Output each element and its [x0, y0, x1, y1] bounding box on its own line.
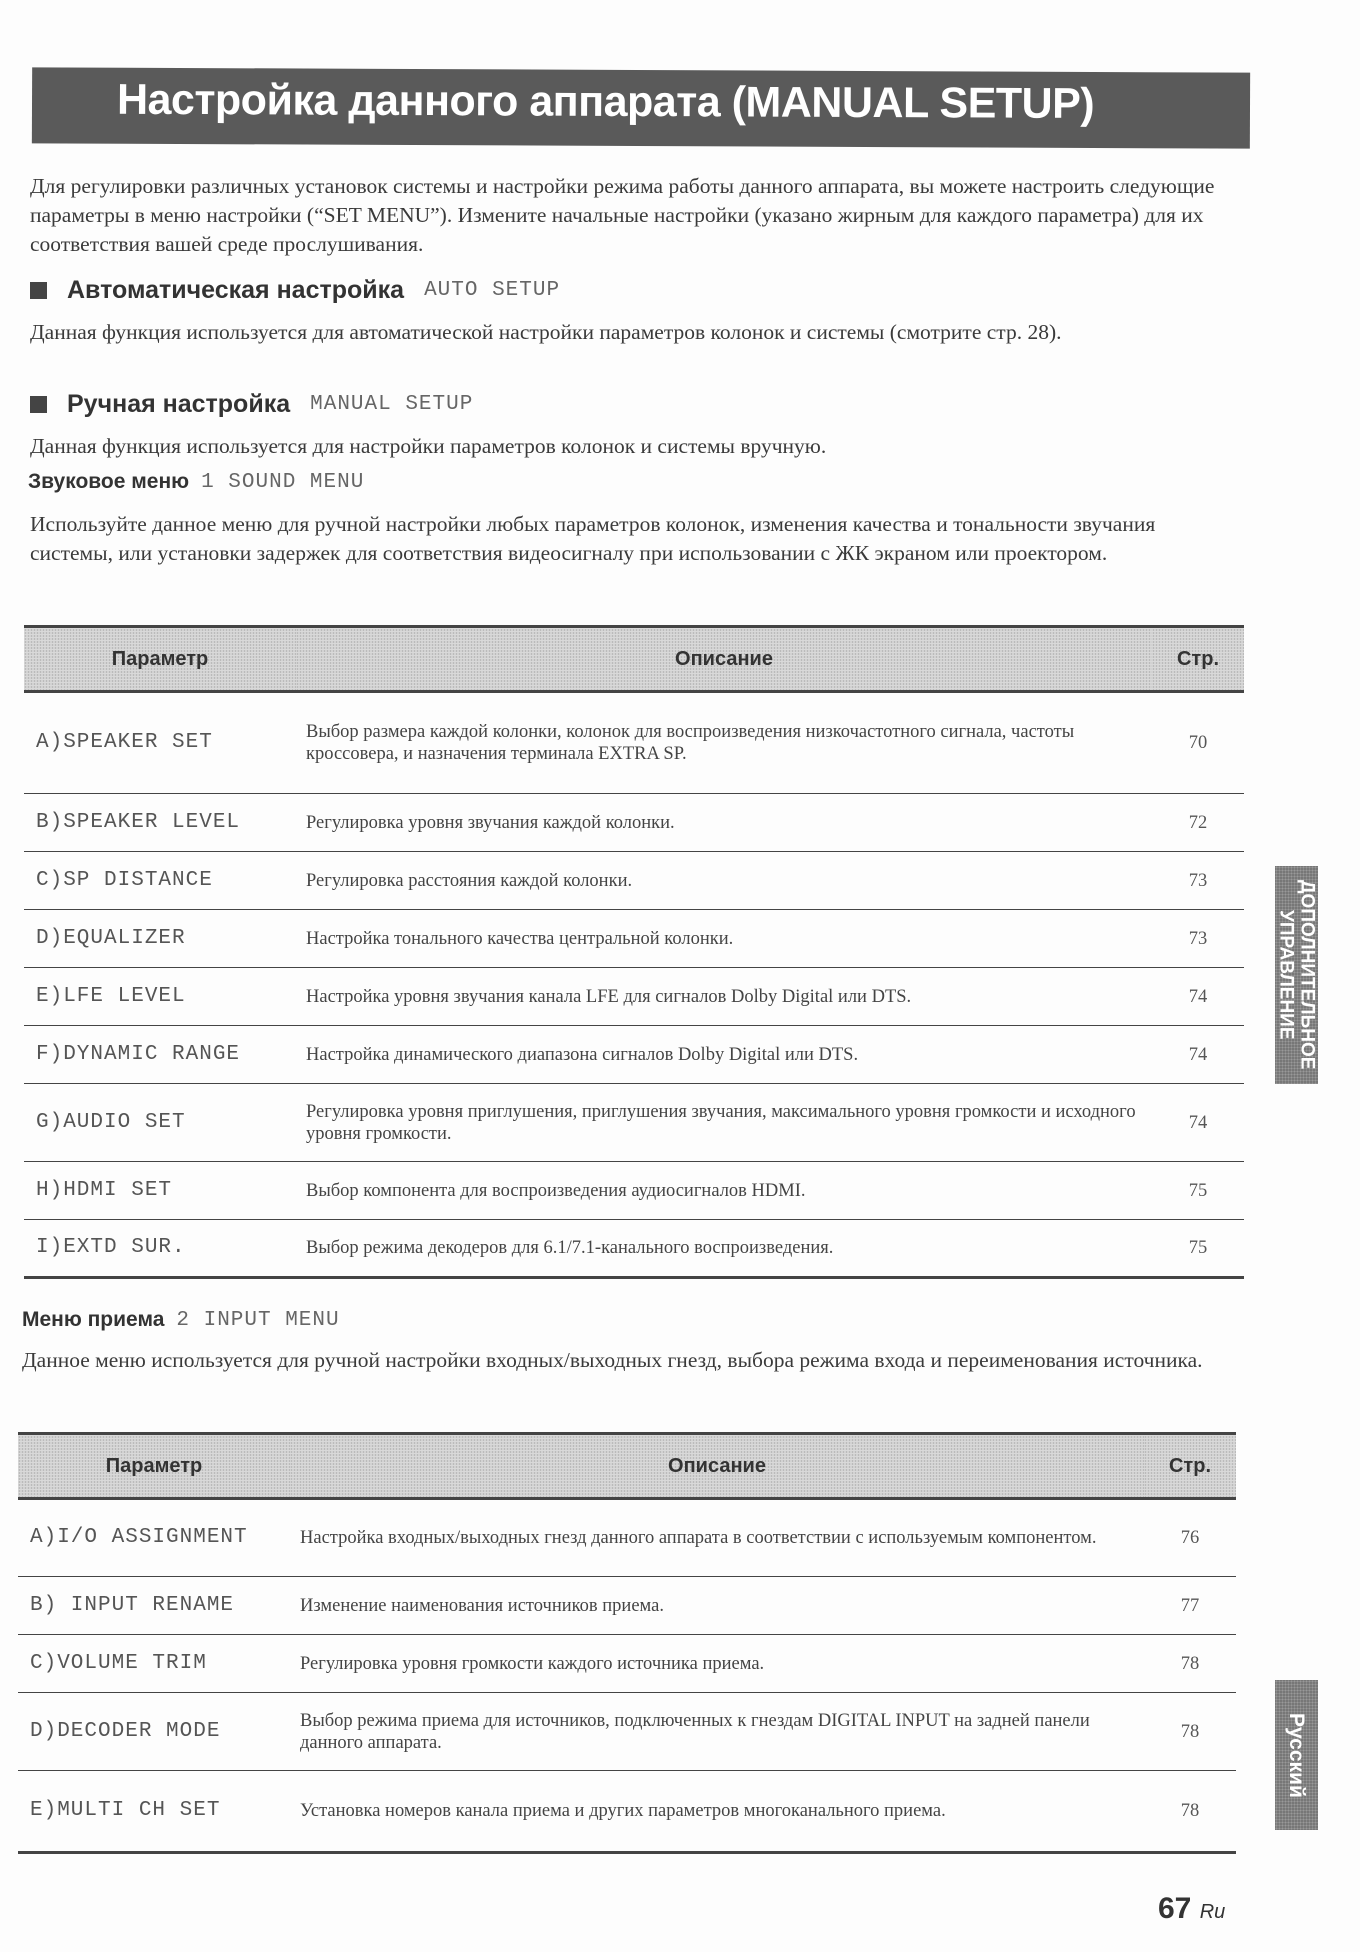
param-cell: E)LFE LEVEL: [24, 968, 296, 1026]
manual-setup-heading: Ручная настройка MANUAL SETUP: [30, 390, 473, 419]
param-cell: C)SP DISTANCE: [24, 852, 296, 910]
table-row: [18, 1499, 1236, 1577]
input-menu-heading: Меню приема 2 INPUT MENU: [22, 1308, 340, 1332]
desc-cell: Регулировка уровня звучания каждой колонки.: [296, 794, 1152, 852]
page-cell: 72: [1152, 794, 1244, 852]
column-header-desc: Описание: [296, 627, 1152, 692]
table-row: [24, 852, 1244, 910]
desc-cell: Выбор режима приема для источников, подключенных к гнездам DIGITAL INPUT на задней панели данного аппарата.: [290, 1693, 1144, 1771]
param-cell: B)SPEAKER LEVEL: [24, 794, 296, 852]
title-banner: [32, 67, 1250, 148]
input-menu-text: Данное меню используется для ручной настройки входных/выходных гнезд, выбора режима входа и переименования источника.: [22, 1348, 1203, 1372]
intro-text: Для регулировки различных установок системы и настройки режима работы данного аппарата, вы можете настроить следующие параметры в меню настройки (“SET MENU”). Измените начальные настройки (указано жирным для каждого параметра) для их соответствия вашей среде прослушивания.: [30, 174, 1215, 256]
page-cell: 78: [1144, 1771, 1236, 1853]
page-cell: 76: [1144, 1499, 1236, 1577]
page-cell: 74: [1152, 968, 1244, 1026]
page-title: Настройка данного аппарата (MANUAL SETUP): [116, 75, 1095, 128]
page-cell: 74: [1152, 1084, 1244, 1162]
input-menu-table: [18, 1432, 1236, 1854]
side-tab-language[interactable]: Русский: [1275, 1680, 1318, 1830]
desc-cell: Выбор размера каждой колонки, колонок для воспроизведения низкочастотного сигнала, частоты кроссовера, и назначения терминала EXTRA SP.: [296, 692, 1152, 794]
table-row: [18, 1771, 1236, 1853]
table-row: [24, 692, 1244, 794]
param-cell: A)SPEAKER SET: [24, 692, 296, 794]
table-row: [18, 1693, 1236, 1771]
desc-cell: Регулировка уровня приглушения, приглушения звучания, максимального уровня громкости и исходного уровня громкости.: [296, 1084, 1152, 1162]
table-row: [24, 1220, 1244, 1278]
desc-cell: Настройка тонального качества центральной колонки.: [296, 910, 1152, 968]
table-row: [24, 794, 1244, 852]
desc-cell: Установка номеров канала приема и других параметров многоканального приема.: [290, 1771, 1144, 1853]
page-number: 67 Ru: [1158, 1892, 1226, 1925]
column-header-page: Стр.: [1152, 627, 1244, 692]
param-cell: E)MULTI CH SET: [18, 1771, 290, 1853]
page-cell: 75: [1152, 1162, 1244, 1220]
bullet-square-icon: [30, 282, 47, 299]
desc-cell: Настройка динамического диапазона сигналов Dolby Digital или DTS.: [296, 1026, 1152, 1084]
param-cell: A)I/O ASSIGNMENT: [18, 1499, 290, 1577]
table-row: [24, 968, 1244, 1026]
table-row: [24, 1026, 1244, 1084]
table-row: [24, 910, 1244, 968]
param-cell: D)EQUALIZER: [24, 910, 296, 968]
page-cell: 78: [1144, 1635, 1236, 1693]
table-row: [18, 1577, 1236, 1635]
param-cell: F)DYNAMIC RANGE: [24, 1026, 296, 1084]
page-cell: 73: [1152, 910, 1244, 968]
desc-cell: Выбор компонента для воспроизведения аудиосигналов HDMI.: [296, 1162, 1152, 1220]
side-tab-advanced[interactable]: ДОПОЛНИТЕЛЬНОЕ УПРАВЛЕНИЕ: [1275, 866, 1318, 1084]
table-row: [24, 1084, 1244, 1162]
param-cell: H)HDMI SET: [24, 1162, 296, 1220]
desc-cell: Настройка уровня звучания канала LFE для сигналов Dolby Digital или DTS.: [296, 968, 1152, 1026]
page-cell: 70: [1152, 692, 1244, 794]
page-cell: 73: [1152, 852, 1244, 910]
page-cell: 77: [1144, 1577, 1236, 1635]
page-cell: 75: [1152, 1220, 1244, 1278]
desc-cell: Регулировка уровня громкости каждого источника приема.: [290, 1635, 1144, 1693]
bullet-square-icon: [30, 396, 47, 413]
sound-menu-text: Используйте данное меню для ручной настройки любых параметров колонок, изменения качества и тональности звучания системы, или установки задержек для соответствия видеосигналу при использовании с ЖК экраном или проектором.: [30, 512, 1156, 565]
column-header-param: Параметр: [24, 627, 296, 692]
desc-cell: Настройка входных/выходных гнезд данного аппарата в соответствии с используемым компонентом.: [290, 1499, 1144, 1577]
manual-setup-text: Данная функция используется для настройки параметров колонок и системы вручную.: [30, 434, 827, 458]
param-cell: I)EXTD SUR.: [24, 1220, 296, 1278]
auto-setup-text: Данная функция используется для автоматической настройки параметров колонок и системы (смотрите стр. 28).: [30, 320, 1062, 344]
column-header-param: Параметр: [18, 1434, 290, 1499]
param-cell: D)DECODER MODE: [18, 1693, 290, 1771]
sound-menu-heading: Звуковое меню 1 SOUND MENU: [28, 470, 365, 494]
desc-cell: Регулировка расстояния каждой колонки.: [296, 852, 1152, 910]
table-row: [18, 1635, 1236, 1693]
desc-cell: Выбор режима декодеров для 6.1/7.1-канального воспроизведения.: [296, 1220, 1152, 1278]
param-cell: G)AUDIO SET: [24, 1084, 296, 1162]
column-header-page: Стр.: [1144, 1434, 1236, 1499]
param-cell: B) INPUT RENAME: [18, 1577, 290, 1635]
table-row: [24, 1162, 1244, 1220]
page-cell: 74: [1152, 1026, 1244, 1084]
sound-menu-table: [24, 625, 1244, 1279]
page-cell: 78: [1144, 1693, 1236, 1771]
column-header-desc: Описание: [290, 1434, 1144, 1499]
param-cell: C)VOLUME TRIM: [18, 1635, 290, 1693]
desc-cell: Изменение наименования источников приема.: [290, 1577, 1144, 1635]
auto-setup-heading: Автоматическая настройка AUTO SETUP: [30, 276, 560, 305]
